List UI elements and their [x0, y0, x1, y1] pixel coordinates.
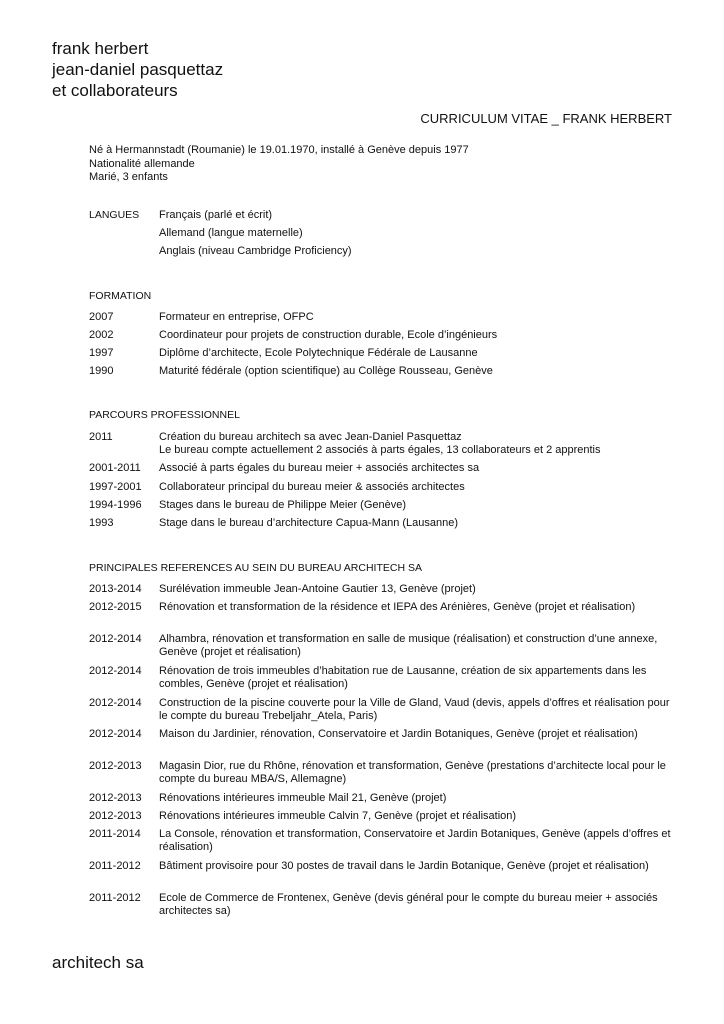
year: 2012-2014 — [89, 697, 142, 709]
year: 2012-2013 — [89, 792, 142, 804]
entry-text: Maison du Jardinier, rénovation, Conservatoire et Jardin Botaniques, Genève (projet et réalisation) — [159, 728, 638, 740]
year: 1997 — [89, 347, 114, 359]
entry-text: Rénovations intérieures immeuble Mail 21, Genève (projet) — [159, 792, 447, 804]
entry-text: Création du bureau architech sa avec Jean-Daniel Pasquettaz — [159, 431, 462, 443]
entry-text: Construction de la piscine couverte pour la Ville de Gland, Vaud (devis, appels d’offres et réalisation pour le compte du bureau Trebeljahr_Atela, Paris) — [159, 697, 670, 722]
entry-text: Collaborateur principal du bureau meier & associés architectes — [159, 481, 465, 493]
year: 2011-2012 — [89, 860, 141, 872]
nationality: Nationalité allemande — [89, 157, 195, 170]
year: 2012-2014 — [89, 633, 142, 645]
year: 1994-1996 — [89, 499, 142, 511]
year: 2012-2015 — [89, 601, 142, 613]
entry-text: Ecole de Commerce de Frontenex, Genève (devis général pour le compte du bureau meier + associés architectes sa) — [159, 892, 658, 917]
references-heading: PRINCIPALES REFERENCES AU SEIN DU BUREAU ARCHITECH SA — [89, 562, 422, 574]
year: 2012-2014 — [89, 665, 142, 677]
year: 2011-2014 — [89, 828, 141, 840]
firm-name-block — [52, 38, 223, 101]
entry-text: Surélévation immeuble Jean-Antoine Gautier 13, Genève (projet) — [159, 583, 476, 595]
entry-text: Rénovations intérieures immeuble Calvin 7, Genève (projet et réalisation) — [159, 810, 517, 822]
entry-text: Rénovation et transformation de la résidence et IEPA des Arénières, Genève (projet et réalisation) — [159, 601, 636, 613]
entry-text: La Console, rénovation et transformation, Conservatoire et Jardin Botaniques, Genève (appels d’offres et réalisation) — [159, 828, 671, 853]
year: 2012-2013 — [89, 810, 142, 822]
year: 2001-2011 — [89, 462, 141, 474]
year: 2012-2013 — [89, 760, 142, 772]
family-status: Marié, 3 enfants — [89, 171, 168, 183]
firm-line: jean-daniel pasquettaz — [52, 60, 224, 79]
year: 1990 — [89, 365, 114, 377]
footer-firm-name: architech sa — [52, 953, 144, 972]
entry-text: Bâtiment provisoire pour 30 postes de travail dans le Jardin Botanique, Genève (projet et réalisation) — [159, 860, 649, 872]
entry-text: Coordinateur pour projets de construction durable, Ecole d’ingénieurs — [159, 329, 498, 341]
entry-text: Alhambra, rénovation et transformation en salle de musique (réalisation) et construction d’une annexe, Genève (projet et réalisation) — [159, 633, 658, 658]
year: 2007 — [89, 311, 114, 323]
entry-text: Rénovation de trois immeubles d’habitation rue de Lausanne, création de six appartements dans les combles, Genève (projet et réalisation) — [159, 665, 647, 690]
year: 2013-2014 — [89, 583, 142, 595]
career-heading: PARCOURS PROFESSIONNEL — [89, 409, 240, 421]
entry-text: Associé à parts égales du bureau meier + associés architectes sa — [159, 462, 480, 474]
year: 1997-2001 — [89, 481, 142, 493]
firm-line: et collaborateurs — [52, 81, 178, 100]
entry-text: Magasin Dior, rue du Rhône, rénovation et transformation, Genève (prestations d’architecte local pour le compte du bureau MBA/S, Allemagne) — [159, 760, 666, 785]
year: 2012-2014 — [89, 728, 142, 740]
birth-info: Né à Hermannstadt (Roumanie) le 19.01.1970, installé à Genève depuis 1977 — [89, 144, 469, 156]
language-item: Français (parlé et écrit) — [159, 209, 273, 221]
year: 2002 — [89, 329, 114, 341]
language-item: Allemand (langue maternelle) — [159, 227, 303, 239]
year: 1993 — [89, 517, 114, 529]
personal-info — [89, 144, 469, 185]
entry-text: Le bureau compte actuellement 2 associés à parts égales, 13 collaborateurs et 2 apprentis — [159, 444, 601, 456]
languages-heading: LANGUES — [89, 209, 140, 221]
language-item: Anglais (niveau Cambridge Proficiency) — [159, 245, 352, 257]
entry-text: Formateur en entreprise, OFPC — [159, 311, 314, 323]
formation-heading: FORMATION — [89, 290, 152, 302]
year: 2011-2012 — [89, 892, 141, 904]
cv-title: CURRICULUM VITAE _ FRANK HERBERT — [420, 111, 672, 126]
entry-text: Diplôme d’architecte, Ecole Polytechnique Fédérale de Lausanne — [159, 347, 478, 359]
entry-text: Maturité fédérale (option scientifique) au Collège Rousseau, Genève — [159, 365, 493, 377]
firm-line: frank herbert — [52, 39, 149, 58]
year: 2011 — [89, 431, 113, 443]
entry-text: Stage dans le bureau d’architecture Capua-Mann (Lausanne) — [159, 517, 459, 529]
entry-text: Stages dans le bureau de Philippe Meier (Genève) — [159, 499, 407, 511]
